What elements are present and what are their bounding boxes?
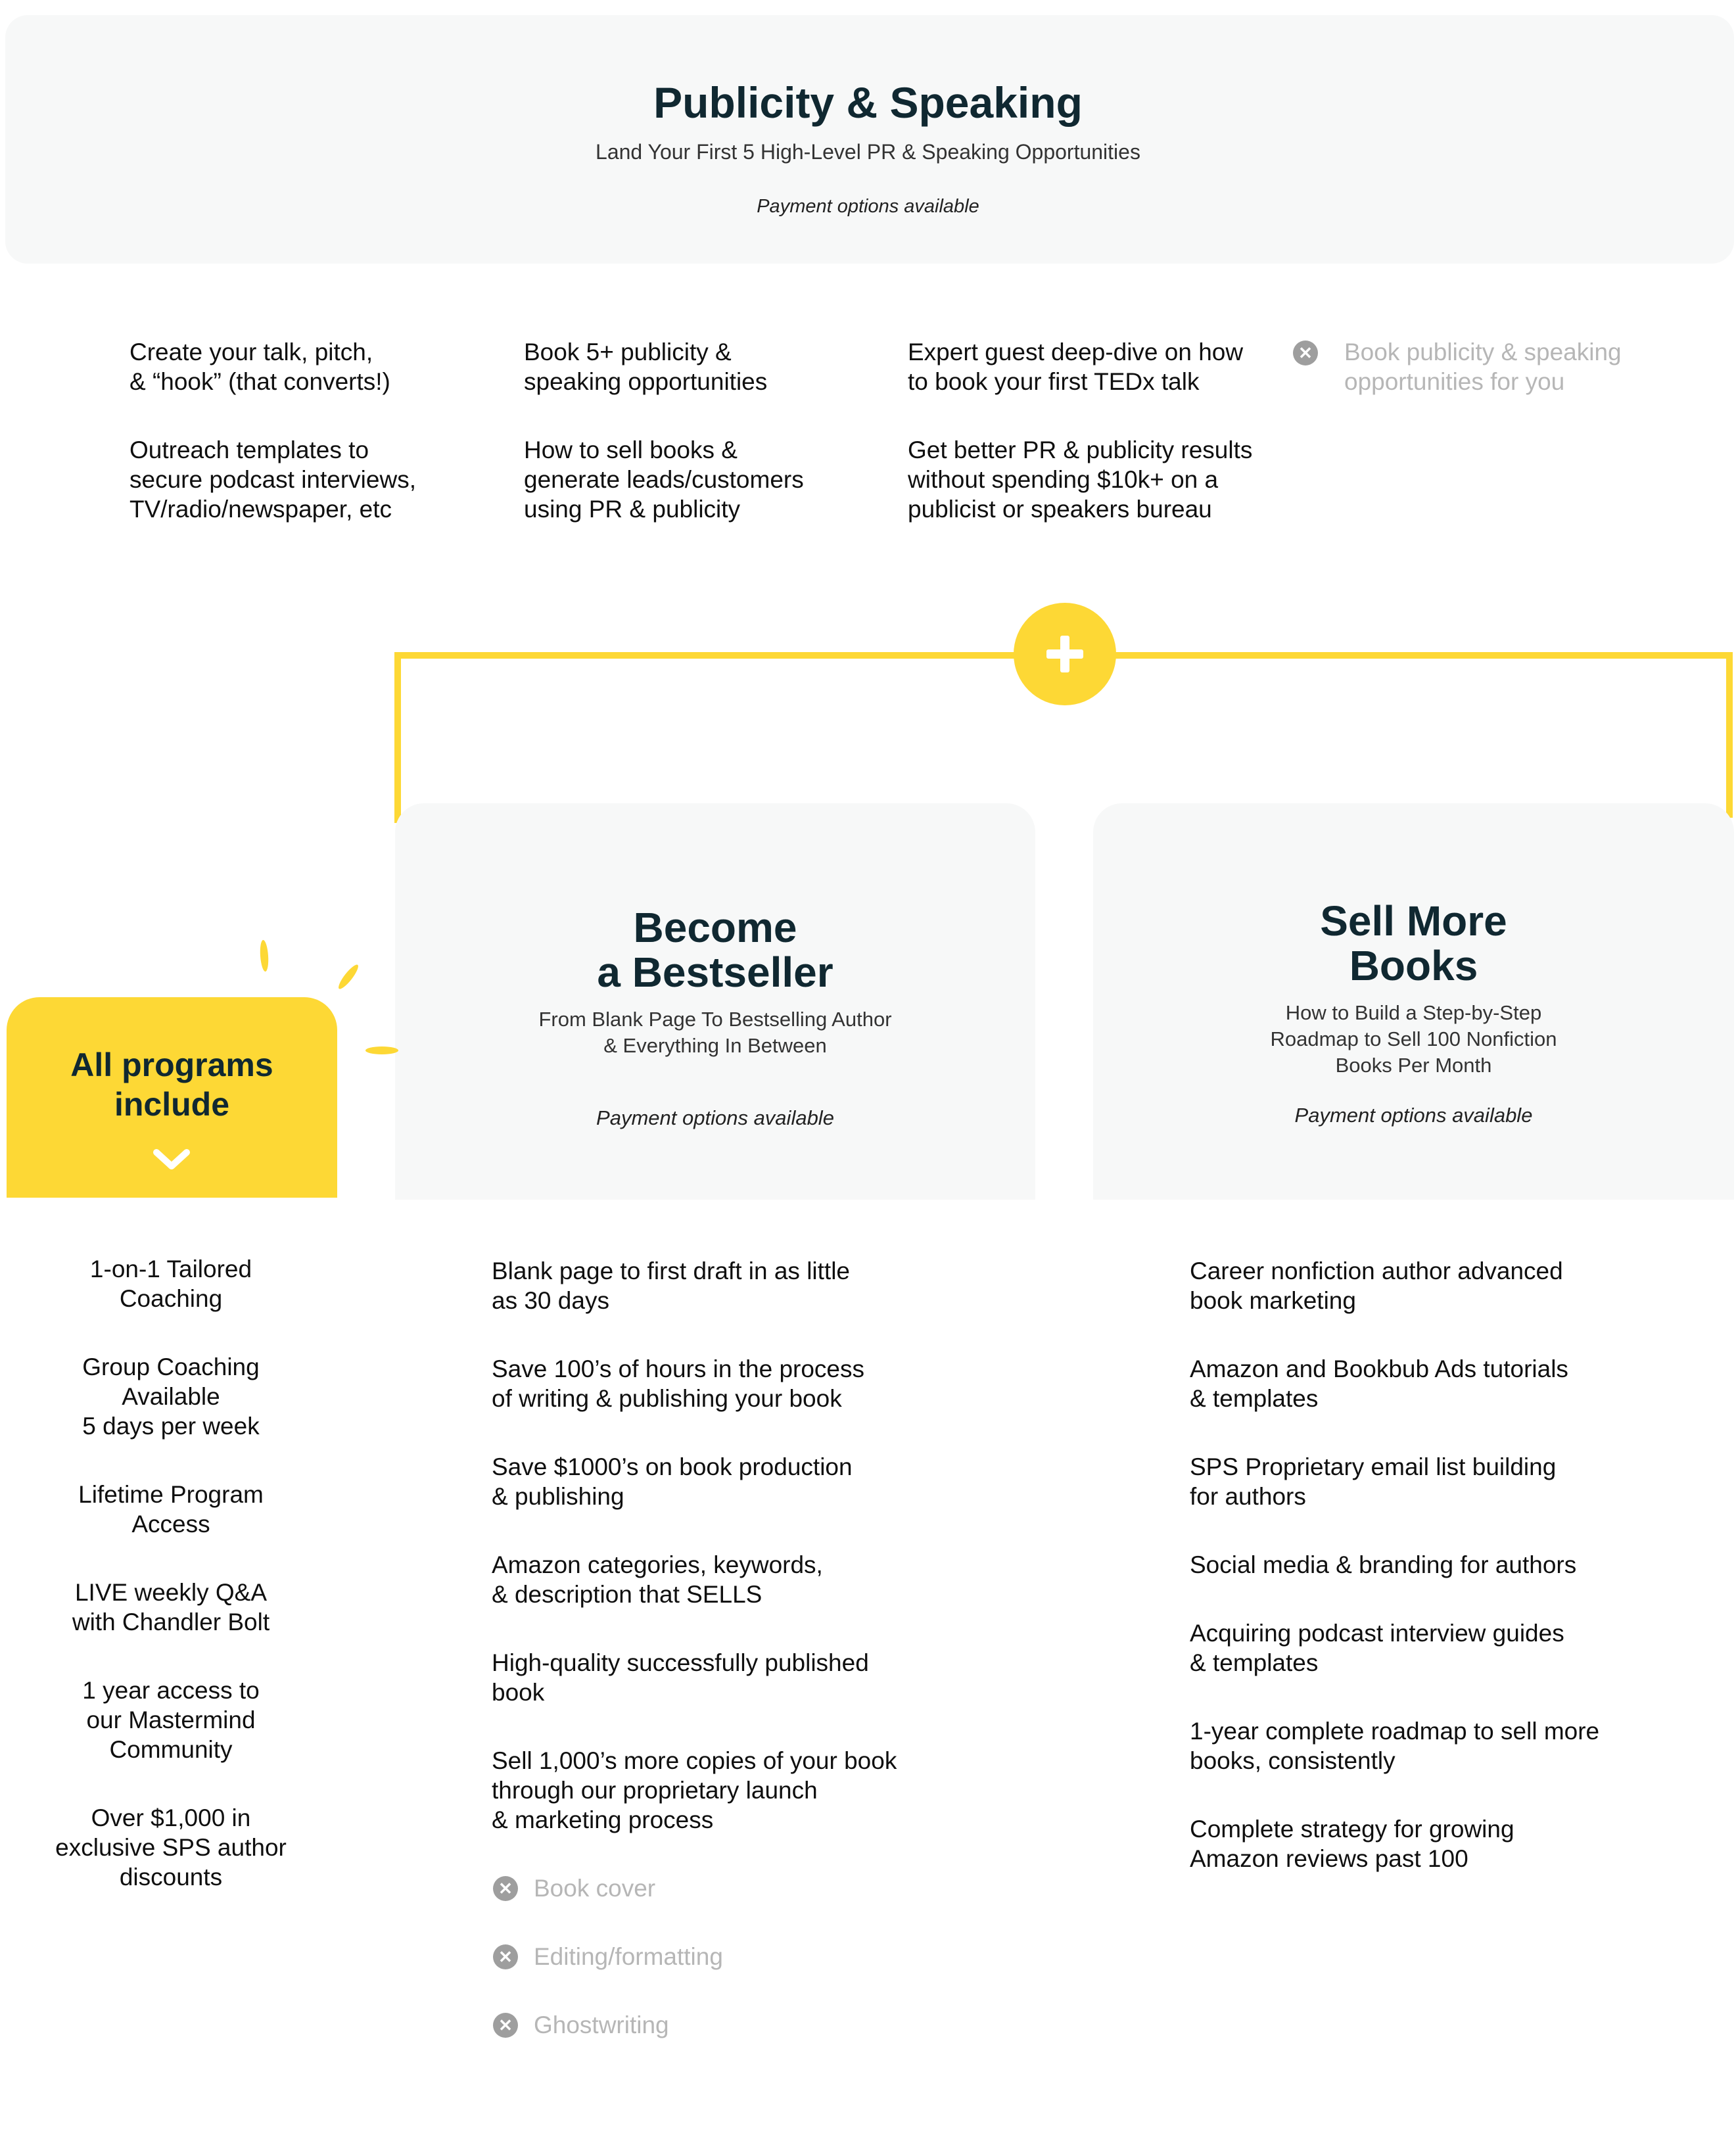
included-item: 1-on-1 Tailored Coaching	[89, 1256, 252, 1312]
publicity-feature: Get better PR & publicity results without spending $10k+ on a publicist or speakers bureau	[908, 436, 1253, 523]
publicity-excluded-feature: Book publicity & speaking opportunities for you	[1344, 339, 1622, 395]
sell-more-payment-note: Payment options available	[1294, 1104, 1533, 1127]
sell-more-feature: Complete strategy for growing Amazon reviews past 100	[1190, 1816, 1514, 1872]
sell-more-feature: Amazon and Bookbub Ads tutorials & templates	[1190, 1355, 1568, 1412]
bestseller-feature: Blank page to first draft in as little as 30 days	[492, 1258, 850, 1314]
sell-more-feature: 1-year complete roadmap to sell more books, consistently	[1190, 1718, 1600, 1774]
connector-line-left	[394, 652, 401, 823]
bestseller-excluded-feature: Ghostwriting	[534, 2011, 669, 2038]
connector-line-right	[1726, 652, 1733, 818]
publicity-feature: Book 5+ publicity & speaking opportunities	[524, 339, 768, 395]
publicity-title: Publicity & Speaking	[653, 78, 1083, 127]
sparkle-decoration	[365, 1046, 398, 1054]
publicity-subtitle: Land Your First 5 High-Level PR & Speaking Opportunities	[596, 140, 1140, 164]
sell-more-feature: Social media & branding for authors	[1190, 1551, 1577, 1578]
plus-icon-vertical	[1060, 636, 1069, 672]
sell-more-feature: Career nonfiction author advanced book marketing	[1190, 1258, 1563, 1314]
bestseller-feature: Save $1000’s on book production & publishing	[492, 1453, 853, 1510]
bestseller-payment-note: Payment options available	[596, 1106, 834, 1129]
x-circle-icon: ✕	[493, 1876, 518, 1901]
x-circle-icon: ✕	[493, 1944, 518, 1969]
x-circle-icon: ✕	[1293, 341, 1318, 365]
chevron-down-icon[interactable]	[152, 1148, 191, 1171]
included-item: Group Coaching Available 5 days per week	[82, 1353, 260, 1440]
sparkle-decoration	[259, 940, 269, 972]
bestseller-feature: Amazon categories, keywords, & description that SELLS	[492, 1551, 823, 1608]
sell-more-title: Sell More Books	[1320, 897, 1507, 989]
x-circle-icon: ✕	[493, 2013, 518, 2038]
sell-more-subtitle: How to Build a Step-by-Step Roadmap to Sell 100 Nonfiction Books Per Month	[1270, 1001, 1557, 1077]
bestseller-subtitle: From Blank Page To Bestselling Author & Everything In Between	[538, 1008, 892, 1057]
bestseller-excluded-feature: Editing/formatting	[534, 1943, 723, 1970]
sell-more-feature: Acquiring podcast interview guides & templates	[1190, 1620, 1564, 1676]
included-item: Lifetime Program Access	[78, 1481, 264, 1538]
publicity-feature: Create your talk, pitch, & “hook” (that converts!)	[129, 339, 390, 395]
bestseller-feature: High-quality successfully published book	[492, 1649, 869, 1706]
bestseller-excluded-row	[493, 2010, 669, 2040]
publicity-feature: How to sell books & generate leads/customers using PR & publicity	[524, 436, 804, 523]
publicity-feature: Expert guest deep-dive on how to book your first TEDx talk	[908, 339, 1244, 395]
included-item: 1 year access to our Mastermind Community	[82, 1677, 260, 1763]
included-item: Over $1,000 in exclusive SPS author discounts	[55, 1804, 287, 1891]
bestseller-title: Become a Bestseller	[597, 904, 833, 996]
bestseller-card	[395, 803, 1035, 1200]
sell-more-feature: SPS Proprietary email list building for authors	[1190, 1453, 1557, 1510]
bestseller-excluded-row	[493, 1873, 655, 1903]
publicity-payment-note: Payment options available	[757, 196, 979, 217]
publicity-card	[5, 15, 1734, 264]
bestseller-feature: Sell 1,000’s more copies of your book through our proprietary launch & marketing process	[492, 1747, 897, 1833]
sparkle-decoration	[336, 962, 361, 991]
publicity-feature: Outreach templates to secure podcast interviews, TV/radio/newspaper, etc	[129, 436, 416, 523]
bestseller-excluded-feature: Book cover	[534, 1875, 656, 1902]
all-programs-title: All programs include	[70, 1046, 273, 1123]
included-item: LIVE weekly Q&A with Chandler Bolt	[72, 1579, 270, 1635]
bestseller-feature: Save 100’s of hours in the process of writing & publishing your book	[492, 1355, 864, 1412]
bestseller-excluded-row	[493, 1942, 723, 1971]
